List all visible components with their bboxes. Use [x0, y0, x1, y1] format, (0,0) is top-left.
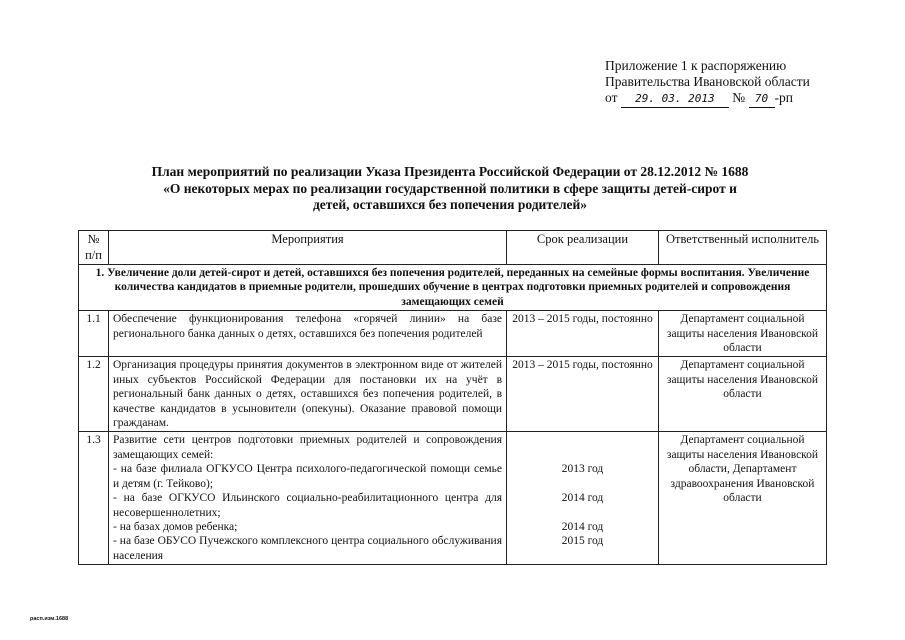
sub-item: - на базах домов ребенка;: [113, 520, 238, 533]
header-row: [79, 231, 827, 265]
table-row: [79, 311, 827, 357]
table-row: [79, 357, 827, 432]
section-heading: 1. Увеличение доли детей-сирот и детей, оставшихся без попечения родителей, переданных на семейные формы воспитания. Увеличение количества кандидатов в приемные родители, прошедших обучение в центрах подготовки приемных родителей и сопровождения замещающих семей: [79, 265, 827, 311]
row-responsible: Департамент социальной защиты населения Ивановской области: [659, 357, 827, 432]
row-responsible: Департамент социальной защиты населения Ивановской области, Департамент здравоохранения Ивановской области: [659, 432, 827, 565]
appendix-line-2: Правительства Ивановской области: [605, 74, 810, 89]
row-term: 2013 – 2015 годы, постоянно: [507, 357, 659, 432]
sub-item: - на базе филиала ОГКУСО Центра психолого-педагогической помощи семье и детям (г. Тейково);: [113, 463, 502, 490]
row-num: 1.1: [79, 311, 109, 357]
document-title: [100, 164, 800, 214]
row-action: Обеспечение функционирования телефона «горячей линии» на базе регионального банка данных о детях, оставшихся без попечения родителей: [109, 311, 507, 357]
title-line-3: детей, оставшихся без попечения родителей»: [312, 197, 588, 212]
appendix-date-line: [605, 90, 855, 108]
from-label: от: [605, 90, 618, 105]
title-line-1: План мероприятий по реализации Указа Президента Российской Федерации от 28.12.2012 № 1688: [151, 164, 749, 179]
table-row: [79, 432, 827, 565]
term-item: 2015 год: [561, 535, 604, 548]
number-suffix: -рп: [774, 90, 793, 105]
appendix-header: [605, 58, 855, 108]
row-action: [109, 432, 507, 565]
section-row: [79, 265, 827, 311]
handwritten-date: 29. 03. 2013: [621, 91, 729, 108]
sub-item: - на базе ОБУСО Пучежского комплексного центра социального обслуживания населения: [113, 535, 502, 562]
header-action: Мероприятия: [109, 231, 507, 265]
number-label: №: [732, 90, 746, 105]
row-term: 2013 – 2015 годы, постоянно: [507, 311, 659, 357]
row-responsible: Департамент социальной защиты населения Ивановской области: [659, 311, 827, 357]
header-responsible: Ответственный исполнитель: [659, 231, 827, 265]
sub-item: - на базе ОГКУСО Ильинского социально-реабилитационного центра для несовершеннолетних;: [113, 492, 502, 519]
term-item: 2013 год: [561, 463, 604, 476]
term-item: 2014 год: [561, 520, 604, 533]
header-term: Срок реализации: [507, 231, 659, 265]
term-item: 2014 год: [561, 492, 604, 505]
row-num: 1.2: [79, 357, 109, 432]
plan-table: [78, 230, 827, 565]
title-line-2: «О некоторых мерах по реализации государственной политики в сфере защиты детей-сирот и: [163, 180, 737, 196]
row-action: Организация процедуры принятия документов в электронном виде от жителей иных субъектов Российской Федерации для постановки их на учёт в региональный банк данных о детях, оставшихся без попечения родителей, в качестве кандидатов в усыновители (опекуны). Оказание правовой помощи гражданам.: [109, 357, 507, 432]
action-intro: Развитие сети центров подготовки приемных родителей и сопровождения замещающих семей:: [113, 434, 502, 461]
row-terms: [507, 432, 659, 565]
appendix-line-1: Приложение 1 к распоряжению: [605, 58, 787, 73]
header-num: № п/п: [79, 231, 109, 265]
handwritten-number: 70: [749, 91, 775, 108]
footer-code: расп.изм.1688: [30, 616, 69, 622]
row-num: 1.3: [79, 432, 109, 565]
